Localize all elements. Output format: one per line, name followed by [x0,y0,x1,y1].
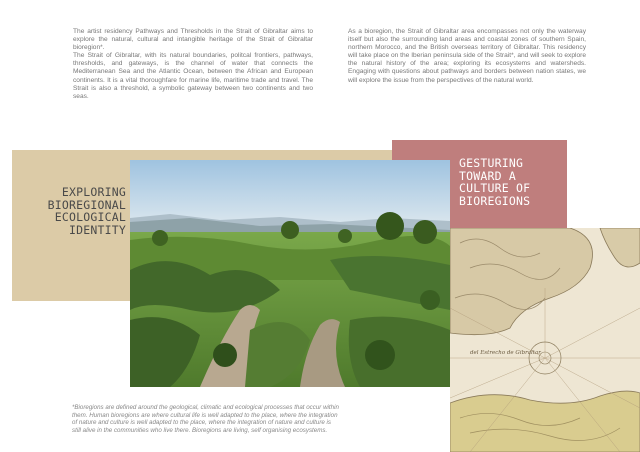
heading-line: GESTURING [459,156,524,170]
antique-map-strait-of-gibraltar [450,228,640,452]
intro-text-right [348,28,586,85]
heading-line: BIOREGIONAL [47,197,126,212]
heading-line: ECOLOGICAL [54,210,126,225]
intro-paragraph-2: The Strait of Gibraltar, with its natural boundaries, politcal frontiers, pathways, thresholds, and gateways, is the channel of water that connects the Mediterranean Sea and the Atlantic Ocean, between the African and European continents. It is a vital thoroughfare for marine life, maritime trade and travel. The Strait is also a threshold, a symbolic gateway between two continents and two seas. [73,52,313,100]
landscape-photo [130,160,450,387]
heading-exploring-bioregional-identity [20,186,126,236]
heading-gesturing-toward-bioregions [459,157,567,207]
intro-paragraph-1: The artist residency Pathways and Thresholds in the Strait of Gibraltar aims to explore the natural, cultural and intangible heritage of the Strait of Gibraltar bioregion*. [73,28,313,52]
bioregion-footnote: *Bioregions are defined around the geological, climatic and ecological processes that occur within them. Human bioregions are where cultural life is well adapted to the place, where the integration of nature and culture is well adapted to the place, where the integration of nature and culture is still alive in the communities who live there. Bioregions are living, self organising ecosystems. [72,404,339,434]
intro-text-left [73,28,313,101]
heading-line: CULTURE OF [459,181,531,196]
heading-line: IDENTITY [69,222,126,237]
heading-line: EXPLORING [61,185,126,199]
heading-line: BIOREGIONS [459,193,531,208]
heading-line: TOWARD A [459,168,516,183]
bioregion-paragraph: As a bioregion, the Strait of Gibraltar area encompasses not only the waterway itself but also the surrounding land areas and coastal zones of southern Spain, northern Morocco, and the British overseas territory of Gibraltar. This residency will take place on the Iberian peninsula side of the Strait*, and will seek to explore the natural history of the area; exploring its ecosystems and watersheds. Engaging with questions about pathways and borders between nation states, we will explore the issue from the perspectives of the natural world. [348,28,586,84]
map-label: del Estrecho de Gibraltar [470,350,541,356]
